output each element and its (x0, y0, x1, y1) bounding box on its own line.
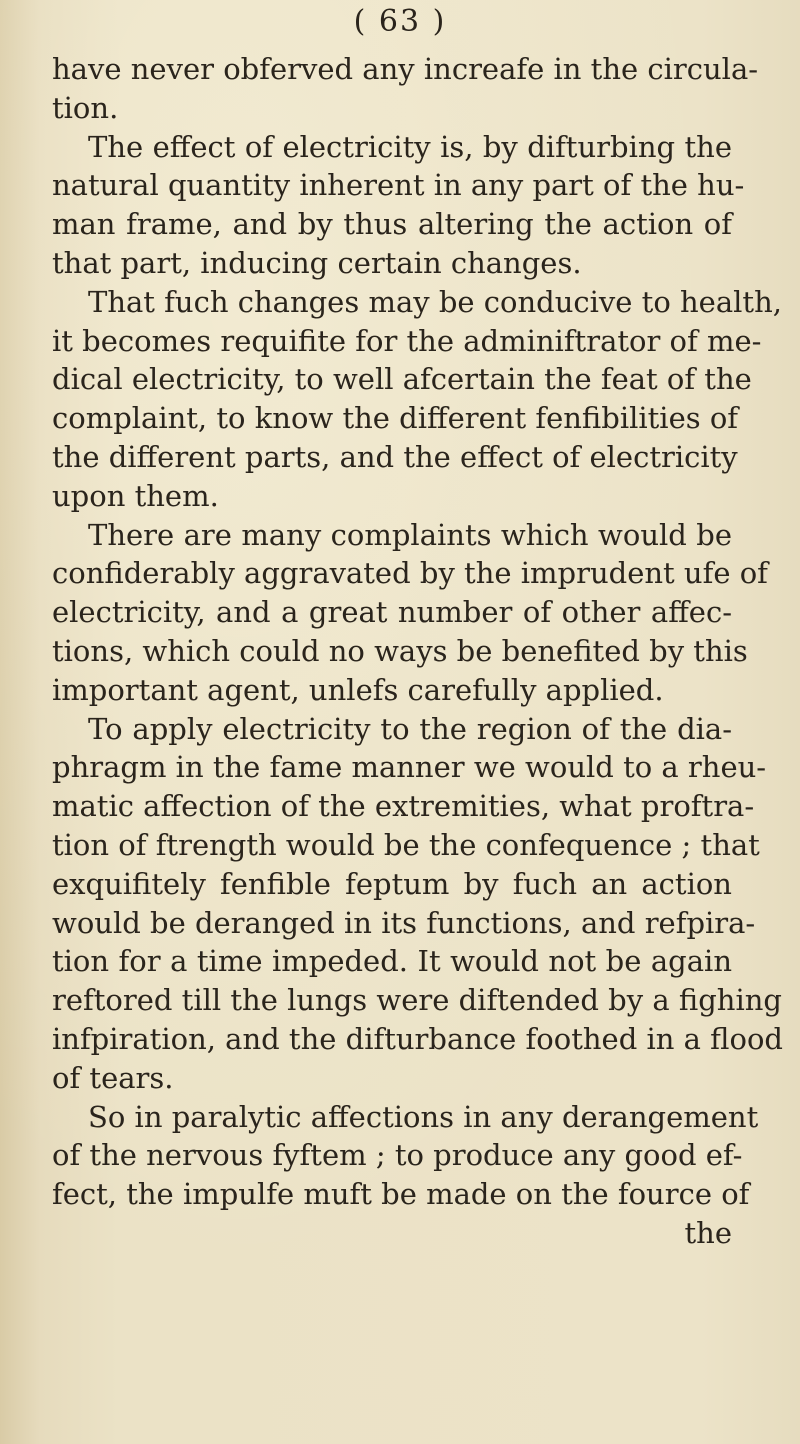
text-line: important agent, unlefs carefully applied. (52, 672, 664, 707)
text-line: reftored till the lungs were diftended by a fighing (52, 983, 782, 1018)
page-number: ( 63 ) (353, 4, 447, 39)
text-line: tion for a time impeded. It would not be again (52, 944, 732, 979)
text-line: There are many complaints which would be (88, 517, 732, 552)
text-line: natural quantity inherent in any part of the hu- (52, 168, 745, 203)
text-line: tion of ftrength would be the confequence ; that (52, 827, 760, 862)
text-line: have never obferved any increafe in the circula- (52, 52, 759, 86)
text-line: tions, which could no ways be benefited by this (52, 633, 748, 668)
text-line: dical electricity, to well afcertain the feat of the (52, 362, 752, 397)
text-line: The effect of electricity is, by difturbing the (88, 129, 732, 164)
text-line: it becomes requifite for the adminiftrator of me- (52, 323, 762, 358)
text-line: That fuch changes may be conducive to health, (88, 284, 782, 319)
text-line: fect, the impulfe muft be made on the fource of (52, 1177, 750, 1212)
text-line: of the nervous fyftem ; to produce any good ef- (52, 1138, 743, 1173)
text-line: matic affection of the extremities, what proftra- (52, 789, 755, 824)
text-line: that part, inducing certain changes. (52, 245, 582, 280)
text-line: phragm in the fame manner we would to a rheu- (52, 750, 767, 785)
text-line: electricity, and a great number of other affec- (52, 595, 732, 630)
text-line: To apply electricity to the region of the dia- (88, 711, 732, 746)
text-line: complaint, to know the different fenfibilities of (52, 401, 739, 436)
text-line: man frame, and by thus altering the action of (52, 207, 732, 242)
text-line: would be deranged in its functions, and refpira- (52, 905, 756, 940)
text-line: confiderably aggravated by the imprudent ufe of (52, 556, 768, 591)
text-line: upon them. (52, 478, 219, 513)
text-line: the different parts, and the effect of electricity (52, 439, 738, 474)
catchword: the (684, 1215, 732, 1250)
text-line: So in paralytic affections in any derangement (88, 1099, 759, 1134)
text-line: exquifitely fenfible feptum by fuch an action (52, 866, 732, 901)
text-line: tion. (52, 90, 119, 125)
text-line: infpiration, and the difturbance foothed in a flood (52, 1021, 783, 1056)
body-text (52, 50, 783, 1253)
text-line: of tears. (52, 1060, 174, 1095)
